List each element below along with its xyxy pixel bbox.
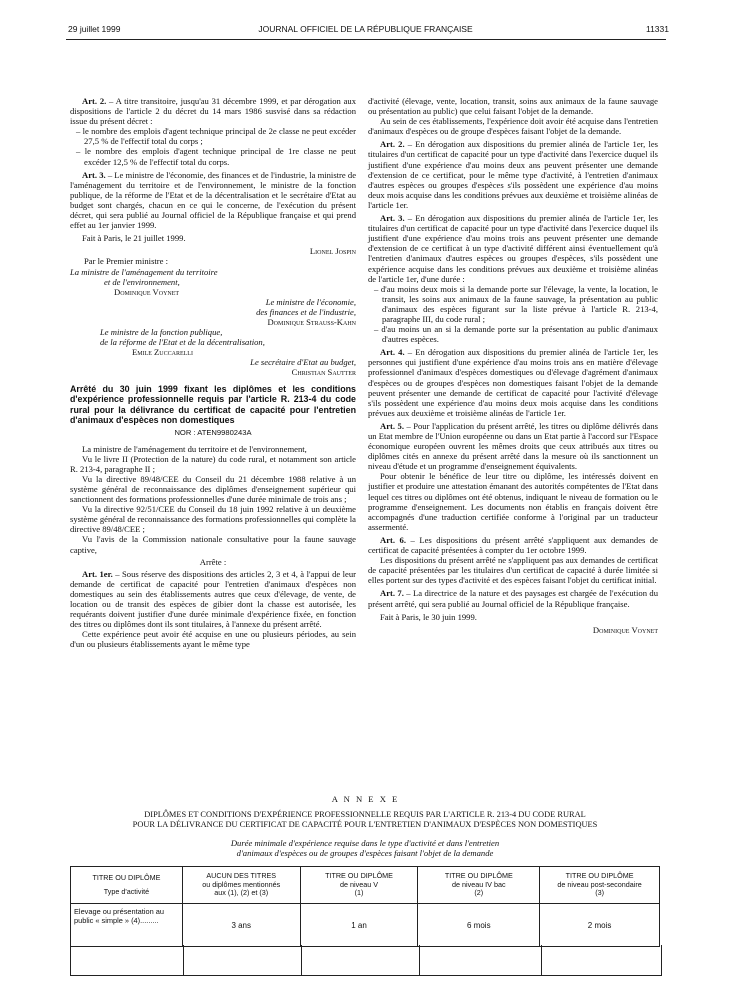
visa-commission: Vu l'avis de la Commission nationale consultative pour la faune sauvage captive, bbox=[70, 534, 356, 555]
header-date: 29 juillet 1999 bbox=[68, 24, 121, 34]
article-5-p2: Pour obtenir le bénéfice de leur titre ou diplôme, les intéressés doivent en justifier et produire une attestation émanant des autorités compétentes de l'Etat dans lequel ces titres ou diplômes ont été obtenus, indiquant le niveau de formation ou le programme d'enseignement. Les documents non établis en français doivent être accompagnés d'une traduction certifiée conforme à l'original par un traducteur assermenté. bbox=[368, 471, 658, 532]
article-2-item-2: – le nombre des emplois d'agent technique principal de 1re classe ne peut excéder 12,5 % de l'effectif total du corps. bbox=[76, 146, 356, 167]
annexe-title-line-1: DIPLÔMES ET CONDITIONS D'EXPÉRIENCE PROFESSIONNELLE REQUIS PAR L'ARTICLE R. 213-4 DU CODE RURAL bbox=[144, 810, 586, 819]
table-continuation bbox=[70, 945, 662, 976]
signature-strauss-kahn: Dominique Strauss-Kahn bbox=[267, 316, 356, 327]
header-page-number: 11331 bbox=[645, 24, 669, 34]
article-5-arrete: Art. 5. – Pour l'application du présent arrêté, les titres ou diplôme délivrés dans un Etat membre de l'Union européenne ou dans un Etat partie à l'accord sur l'Espace économique européen ouvrent les mêmes droits que ceux attribués aux titres ou diplômes cités en annexe du présent arrêté dans la mesure où ils sanctionnent un niveau d'étude et un programme d'enseignement équivalents. bbox=[368, 420, 658, 472]
visa-directive-89-48: Vu la directive 89/48/CEE du Conseil du 21 décembre 1988 relative à un système général de reconnaissance des diplômes d'enseignement supérieur qui sanctionnent des formations professionnelles d'une durée minimale de trois ans ; bbox=[70, 473, 356, 505]
article-2-arrete: Art. 2. – En dérogation aux dispositions du premier alinéa de l'article 1er, les titulaires d'un certificat de capacité pour un type d'activité dans l'exercice duquel ils justifient d'une expérience d'au moins deux ans peuvent présenter une demande d'extension de ce certificat, pour le même type d'activité, à l'entretien d'animaux d'autres espèces ou groupes d'espèces s'ils possèdent une expérience d'au moins deux mois acquise dans les conditions prévues aux deuxième et troisième alinéas de l'article 1er. bbox=[368, 139, 658, 210]
fait-a-paris: Fait à Paris, le 21 juillet 1999. bbox=[82, 233, 186, 244]
header-niveau-iv: TITRE OU DIPLÔME de niveau IV bac (2) bbox=[418, 867, 540, 904]
ministre-amenagement: La ministre de l'aménagement du territoire bbox=[70, 266, 218, 277]
header-rule bbox=[66, 39, 666, 40]
signature-voynet: Dominique Voynet bbox=[114, 286, 180, 297]
arrete-title: Arrêté du 30 juin 1999 fixant les diplômes et les conditions d'expérience professionnelle requis par l'article R. 213-4 du code rural pour la délivrance du certificat de capacité pour l'entretien d'animaux d'espèces non domestiques bbox=[70, 383, 356, 426]
header-aucun-titre: AUCUN DES TITRES ou diplômes mentionnés aux (1), (2) et (3) bbox=[182, 867, 300, 904]
ministre-economie: Le ministre de l'économie, bbox=[265, 296, 356, 307]
arrete-label: Arrête : bbox=[199, 556, 227, 567]
article-3-arrete: Art. 3. – En dérogation aux dispositions du premier alinéa de l'article 1er, les titulaires d'un certificat de capacité pour un type d'activité dans l'exercice duquel ils justifient d'une expérience d'au moins trois ans peuvent présenter une demande d'extension de ce certificat à un type d'activité différent ainsi éventuellement qu'à l'entretien d'animaux d'autres espèces ou groupes d'espèces, s'ils possèdent une expérience acquise dans les conditions prévues aux deuxième et troisième alinéas de l'article 1er, d'une durée : bbox=[368, 213, 658, 284]
row-activity: Elevage ou présentation au public « simple » (4)......... bbox=[71, 904, 183, 947]
header-post-secondaire: TITRE OU DIPLÔME de niveau post-secondaire (3) bbox=[540, 867, 660, 904]
article-3: Art. 3. – Le ministre de l'économie, des finances et de l'industrie, la ministre de l'aménagement du territoire et de l'environnement, le ministre de la fonction publique, de la réforme de l'Etat et de la décentralisation et le secrétaire d'Etat au budget sont chargés, chacun en ce qui le concerne, de l'exécution du présent décret, qui sera publié au Journal officiel de la République française et qui prend effet au 1er janvier 1999. bbox=[70, 169, 357, 231]
signature-premier-ministre: Lionel Jospin bbox=[309, 246, 356, 257]
signature-sautter: Christian Sautter bbox=[291, 367, 356, 378]
visa-code-rural: Vu le livre II (Protection de la nature) du code rural, et notamment son article R. 213-4, paragraphe II ; bbox=[70, 453, 356, 474]
cell-niveau-iv: 6 mois bbox=[418, 904, 540, 947]
cell-aucun-titre: 3 ans bbox=[182, 904, 300, 947]
article-1-p2: Cette expérience peut avoir été acquise en une ou plusieurs périodes, au sein d'un ou plusieurs établissements ayant le même type bbox=[70, 629, 356, 650]
article-7-arrete: Art. 7. – La directrice de la nature et des paysages est chargée de l'exécution du présent arrêté, qui sera publié au Journal officiel de la République française. bbox=[368, 588, 659, 609]
table-row bbox=[71, 904, 660, 947]
ministre-economie-2: des finances et de l'industrie, bbox=[256, 306, 356, 317]
signature-zuccarelli: Emile Zuccarelli bbox=[132, 347, 193, 358]
annexe-subtitle bbox=[70, 838, 660, 858]
right-column bbox=[368, 96, 658, 635]
article-1-continued: d'activité (élevage, vente, location, transit, soins aux animaux de la faune sauvage ou présentation au public) que celui faisant l'objet de la demande. bbox=[368, 96, 658, 117]
visa-directive-92-51: Vu la directive 92/51/CEE du Conseil du 18 juin 1992 relative à un deuxième système général de reconnaissance des formations professionnelles qui complète la directive 89/48/CEE ; bbox=[70, 504, 356, 535]
header-titre-type: TITRE OU DIPLÔME Type d'activité bbox=[71, 867, 183, 904]
left-column bbox=[70, 96, 356, 650]
signature-voynet-arrete: Dominique Voynet bbox=[592, 624, 658, 635]
ministre-amenagement-2: et de l'environnement, bbox=[104, 276, 180, 287]
article-1-p3: Au sein de ces établissements, l'expérience doit avoir été acquise dans l'entretien d'animaux d'espèces ou de groupe d'espèces faisant l'objet de la demande. bbox=[368, 116, 658, 137]
table-header-row bbox=[71, 867, 660, 904]
annexe-table bbox=[70, 866, 660, 947]
header-niveau-v: TITRE OU DIPLÔME de niveau V (1) bbox=[300, 867, 418, 904]
article-2: Art. 2. – A titre transitoire, jusqu'au 31 décembre 1999, et par dérogation aux dispositions de l'article 2 du décret du 14 mars 1986 susvisé dans sa rédaction issue du présent décret : bbox=[70, 96, 357, 127]
ministre-fonction-publique-2: de la réforme de l'Etat et de la décentralisation, bbox=[100, 337, 265, 348]
header-journal: JOURNAL OFFICIEL DE LA RÉPUBLIQUE FRANÇAISE bbox=[258, 24, 473, 34]
ministre-fonction-publique: Le ministre de la fonction publique, bbox=[100, 327, 223, 338]
nor-reference: NOR : ATEN9980243A bbox=[174, 427, 252, 437]
article-3-item-1: – d'au moins deux mois si la demande porte sur l'élevage, la vente, la location, le transit, les soins aux animaux de la faune sauvage, la présentation au public d'animaux des espèces figurant sur la liste prévue à l'article R. 213-4, paragraphe III, du code rural ; bbox=[374, 283, 658, 324]
table-divider bbox=[301, 945, 302, 975]
annexe-subtitle-line-1: Durée minimale d'expérience requise dans le type d'activité et dans l'entretien bbox=[230, 838, 500, 848]
annexe-title-line-2: POUR LA DÉLIVRANCE DU CERTIFICAT DE CAPACITÉ POUR L'ENTRETIEN D'ANIMAUX D'ESPÈCES NON DOMESTIQUES bbox=[132, 820, 598, 829]
fait-a-paris-arrete: Fait à Paris, le 30 juin 1999. bbox=[380, 611, 477, 622]
article-6-arrete: Art. 6. – Les dispositions du présent arrêté s'appliquent aux demandes de certificat de capacité présentées à compter du 1er octobre 1999. bbox=[368, 534, 658, 556]
article-2-item-1: – le nombre des emplois d'agent technique principal de 2e classe ne peut excéder 27,5 % de l'effectif total du corps ; bbox=[76, 126, 356, 147]
table-divider bbox=[541, 945, 542, 975]
annexe-subtitle-line-2: d'animaux d'espèces ou de groupes d'espèces faisant l'objet de la demande bbox=[236, 848, 494, 858]
secretaire-budget: Le secrétaire d'Etat au budget, bbox=[250, 357, 356, 368]
annexe-title bbox=[70, 810, 660, 830]
visa-ministre: La ministre de l'aménagement du territoire et de l'environnement, bbox=[82, 443, 307, 454]
article-6-p2: Les dispositions du présent arrêté ne s'appliquent pas aux demandes de certificat de capacité présentées par les titulaires d'un certificat de capacité à durée limitée si elles portent sur des types d'activité et des espèces faisant l'objet du certificat initial. bbox=[368, 555, 658, 586]
article-3-item-2: – d'au moins un an si la demande porte sur la présentation au public d'animaux d'autres espèces. bbox=[374, 324, 658, 345]
table-divider bbox=[183, 945, 184, 975]
article-1: Art. 1er. – Sous réserve des dispositions des articles 2, 3 et 4, à l'appui de leur demande de certificat de capacité pour l'entretien d'animaux d'espèces non domestiques au sein des établissements autres que ceux d'élevage, de vente, de location ou de transit des espèces de gibier dont la chasse est autorisée, les requérants doivent justifier d'une durée minimale d'expérience fixée, en fonction des titres ou diplômes dont ils sont titulaires, à l'annexe du présent arrêté. bbox=[70, 568, 356, 630]
cell-post-secondaire: 2 mois bbox=[540, 904, 660, 947]
annexe-label: A N N E X E bbox=[331, 794, 400, 804]
table-divider bbox=[419, 945, 420, 975]
article-4-arrete: Art. 4. – En dérogation aux dispositions du premier alinéa de l'article 1er, les personnes qui justifient d'une expérience d'au moins trois ans en matière d'élevage professionnel d'animaux d'espèces domestiques ou d'élevage d'agrément d'animaux d'espèces ou de groupes d'espèces non domestiques faisant l'objet de la demande peuvent présenter une demande de certificat de capacité pour l'activité d'élevage s'ils possèdent une expérience d'au moins deux mois acquise dans les conditions prévues aux deuxième et troisième alinéas de l'article 1er. bbox=[368, 347, 658, 418]
par-le-premier-ministre: Par le Premier ministre : bbox=[84, 256, 169, 267]
cell-niveau-v: 1 an bbox=[300, 904, 418, 947]
